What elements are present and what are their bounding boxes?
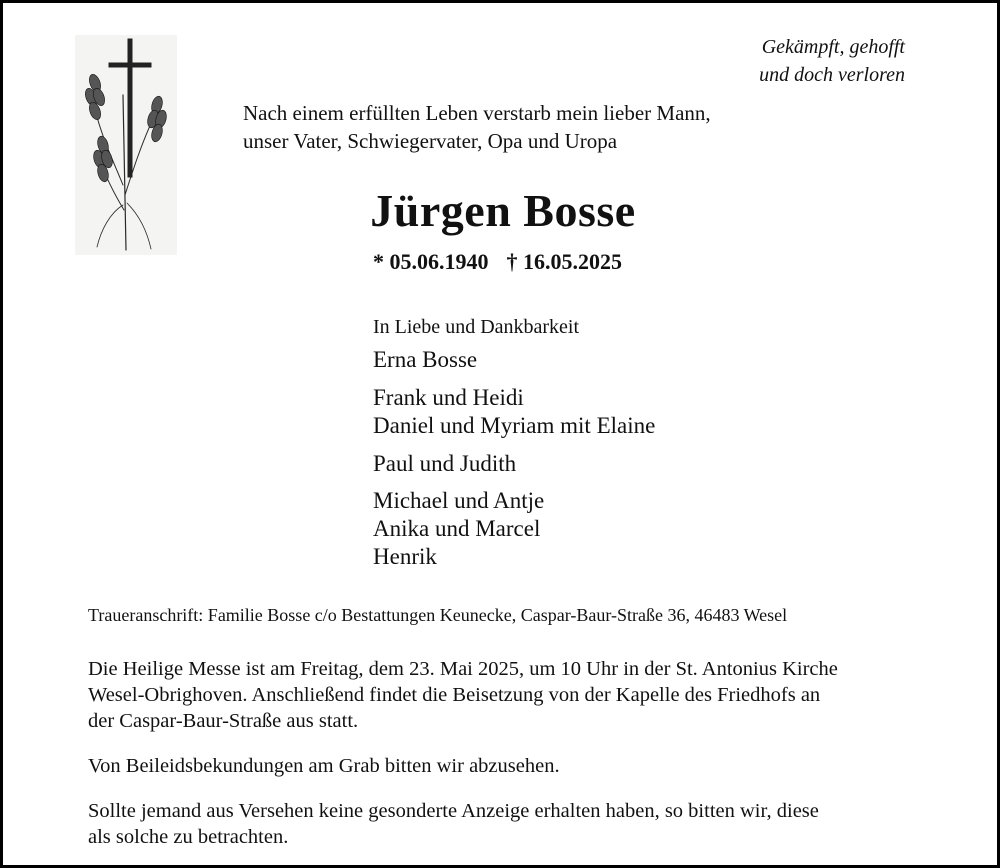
- service-line: der Caspar-Baur-Straße aus statt.: [88, 710, 359, 732]
- mourning-address: Traueranschrift: Familie Bosse c/o Bestattungen Keunecke, Caspar-Baur-Straße 36, 46483 Wesel: [88, 605, 788, 625]
- motto-line: und doch verloren: [759, 64, 905, 86]
- family-group: [373, 384, 655, 440]
- family-member: Daniel und Myriam mit Elaine: [373, 413, 656, 438]
- condolence-note: Von Beileidsbekundungen am Grab bitten wir abzusehen.: [88, 755, 560, 777]
- service-line: Wesel-Obrighoven. Anschließend findet die Beisetzung von der Kapelle des Friedhofs an: [88, 684, 821, 706]
- motto: [759, 33, 905, 89]
- life-dates: [373, 247, 622, 277]
- closing-line: als solche zu betrachten.: [88, 826, 289, 848]
- closing-note: [88, 798, 908, 850]
- intro-line: Nach einem erfüllten Leben verstarb mein lieber Mann,: [243, 101, 711, 125]
- deceased-name: Jürgen Bosse: [370, 185, 636, 236]
- intro-line: unser Vater, Schwiegervater, Opa und Uropa: [243, 129, 618, 153]
- dedication: In Liebe und Dankbarkeit: [373, 316, 580, 338]
- service-paragraph: [88, 656, 908, 734]
- family-member: Michael und Antje: [373, 488, 545, 513]
- birth-date: * 05.06.1940: [373, 249, 489, 274]
- closing-line: Sollte jemand aus Versehen keine gesonderte Anzeige erhalten haben, so bitten wir, diese: [88, 800, 819, 822]
- family-member: Paul und Judith: [373, 451, 517, 476]
- intro-text: [243, 99, 711, 155]
- family-member: Frank und Heidi: [373, 385, 524, 410]
- service-line: Die Heilige Messe ist am Freitag, dem 23. Mai 2025, um 10 Uhr in der St. Antonius Kirche: [88, 658, 838, 680]
- death-date: † 16.05.2025: [506, 249, 622, 274]
- family-group: [373, 346, 477, 374]
- motto-line: Gekämpft, gehofft: [761, 36, 905, 58]
- family-group: [373, 450, 516, 478]
- family-member: Anika und Marcel: [373, 516, 541, 541]
- family-group: [373, 487, 544, 571]
- family-member: Henrik: [373, 544, 437, 569]
- family-member: Erna Bosse: [373, 347, 478, 372]
